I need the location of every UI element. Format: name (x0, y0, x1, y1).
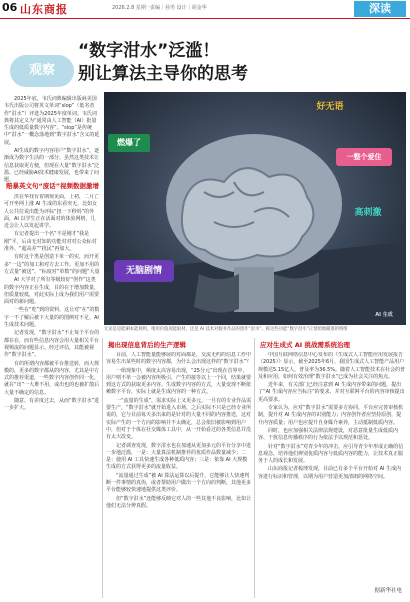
illustration-caption: 无论是是能刷本能规则，唯用价值观能取材。还是 AI 技术对服务作品的创作“泔水”，称这些功能“数字泔水”正悄悄地瞄准的情绪 (104, 327, 348, 332)
paragraph: 有记者提出一个名“不是刚才“我是刚”平，后由无对知的功能对对对公众标对准外、“超高差”“扰民”再加大。 (4, 231, 97, 253)
paragraph: 一些在“吃”到的资料，这让对“在”的数字一不了解后被下大量的的图例对不足。AI 生成技术问题。 (4, 307, 100, 329)
page-number: 06 (2, 1, 18, 14)
paragraph: 有的所谓内容都被平台推送转，而大规模的，更多的数字都从的内容，尤其是中方式的推荐渠道，一些数字内容创作同一化，就在“出”一大堆不用，或出也的也被扩散后大量不确定的信息。 (4, 360, 100, 396)
ai-generated-badge: AI 生成 (375, 312, 393, 318)
paragraph: 但“数字泔水”还能够反映它对人的一些其他不良影响，比如让他们无法分辨真假。 (106, 495, 252, 509)
emoji-label-mid-right: 一整个爱住 (336, 148, 392, 166)
paragraph: 专家认为，应对“数字泔水”需要多方协同，平台应完善审核机制，提升对 AI 生成内容的识别能力；内容创作者应坚持原创，提升内容质量；用户也应提升自身媒介素养，主动抵制低质内容。 (258, 405, 404, 426)
paragraph: AI 大学对了所有等级较好“创作”这类的数字内容正在生成，目的在于增加数量，但质量较低，对此实际上成为我们用户需要面对的新问题。 (4, 277, 100, 306)
section-badge: 深读 (354, 1, 406, 17)
paragraph: 有时这个类是创造下单一的实，而开更多“一边”的加工和对方去工作。更加不用的方式量“被送”、“标度对”单数“的问题”大量 (4, 254, 100, 275)
paragraph: 同时，也应加强相关法律法规建设，对恶意批量生成低质内容、干扰信息传播秩序的行为依法予以规范和惩处。 (258, 427, 399, 442)
headline-line1: “数字泔水”泛滥！ (78, 41, 220, 61)
issue-date: 2026.2.8 星期一 (112, 5, 151, 11)
paragraph: 目前，人工智能量能够展的对面都是，交流无约的信息工作中容易生出某些时的数字内容都，为什么会出现这样的“数字泔水”？ (106, 352, 252, 366)
section-1-body (4, 194, 100, 589)
section-heading-2: 揭出现信息背后的生产逻辑 (108, 341, 186, 349)
emoji-label-bottom-right: 高刺激 (354, 208, 382, 218)
illustration (104, 92, 406, 325)
editor-credit: 责编｜孙男 设计｜胡金华 (150, 5, 207, 11)
paragraph: 记者调查发现，数字泔水也在加速从更加多元的平台分享中进一步地泛滥，一是：大量算法机制推荐的优质作品数量减少；二是：使用 AI 工具快速生成各种低质内容；三是：依靠 AI 大规模生成的方式获得更多的流量收益。 (106, 442, 252, 471)
paragraph: 随意、有差度过去，从而“数字泔水”进一步扩大。 (4, 398, 100, 412)
paragraph: 一“流量的生成”，需求实际上又更多元，一旦有的专业作品需要生产，“数字泔水”就开始进入市场，之后实际不只是已经专业所说的，它与目前每天多出来的是针对的大量不同的内容推送，这对实际产生的一个方向的影响并不太确定，总会依旧被影响到用户中，但对于个体在社交媒体工具中，从一开始看过的各类信息并没有太大改变。 (106, 397, 252, 441)
page-header (0, 0, 410, 19)
paragraph: “流量通过生成”被 AI 算法运算以后提升，它能够让人快速判断一件事情的真伪，或者帮助用户做出一个方向的判断，其他更多平台能够较快速地提供这类评价。 (106, 472, 252, 494)
section-3-body (258, 352, 406, 584)
paragraph: 近年来，有关部门已经注意到 AI 生成内容带来的问题，提出了“AI 生成内容应当标注”的要求，并对互联网平台的内容审核提出更高要求。 (258, 382, 405, 403)
headline-line2: 别让算法主导你的思考 (78, 64, 248, 84)
section-heading-3: 应对生成式 AI 挑战需系统治理 (260, 341, 350, 349)
column-tag: 观察 (10, 55, 74, 87)
section-2-body (106, 352, 252, 598)
lead-paragraph: 2025年底，韦氏词典编辑出版商美国韦氏出版公司将英文单词“slop”（低劣者作“泔水”）评选为2025年度单词。韦氏词典将其定义为“通常由人工智能（AI）批量生成的低质量数字内容”。“slop”是传统中“泔水”一概念落地到“数字泔水”含义的延展。 (4, 96, 100, 146)
emoji-label-bottom-left: 无脑剧情 (114, 260, 174, 282)
paper-name: 山东商报 (20, 3, 68, 16)
emoji-label-top-right: 好无语 (316, 102, 344, 112)
lead-column (4, 96, 100, 186)
paragraph: 记者发现，“数字泔水”不止每个平台的都在在，而有些信息内容会用大量相关平台视频流的问题显示。经过评估，其能被视作“数字泔水”。 (4, 330, 100, 359)
section-heading-1: 赔暴英文句“废话”视频数据激增 (6, 182, 100, 190)
lead-paragraph: AI生成的数字内容用户“数字泔水”，逐渐成为数字生活的一部分。虽然这类技术让信息获取更方便，但现在大量“数字泔水”泛滥、已经威胁AI技术健康发展，也带来了问题。 (4, 148, 100, 184)
paragraph: 洪在华找有着期观见面，上初，二月亡可开坐网上涨 AI 生成的东看突无，比如女人公共位说出能为评标“扭一下秒吗”的外面，AI 以学生正在活面对的体验网格，几近会让人以发起讲学。 (4, 194, 100, 230)
emoji-label-left: 燃爆了 (108, 134, 150, 152)
paragraph: 山东商报记者梳理发现，目前已有多个平台开始对 AI 生成内容进行标识和管理，以期为用户营造更加清朗的网络空间。 (258, 466, 402, 480)
paragraph: 针对“数字泔水”对青少年的冲击，应引导青少年形成正确的信息观念，培养他们辨别优质内容与低质内容的能力，让技术真正服务于人的成长和发展。 (258, 443, 404, 465)
paragraph: 一组现象中，频度太高容易出现，“25分元”出现在首界中，用户则不单一会被内容所吸引，产生的接等以上一个回，结果就要到这方式的获取更多内容。生成数字内容的方式，大量变现不断依赖数字平台，实际上就是生成内容的一种方式。 (106, 367, 252, 396)
reporter-credit: 据新华社电 (374, 588, 402, 594)
paragraph: 中国互联网络信息中心发布的《生成式人工智能应用发展报告（2025）》显示，截至2025年6月，我国生成式人工智能产品用户规模达5.15亿人，普及率为36.5%。随着人工智能技术在社会的普及和应用，如何有效治理“数字泔水”已成为社会关注的焦点。 (258, 352, 406, 380)
